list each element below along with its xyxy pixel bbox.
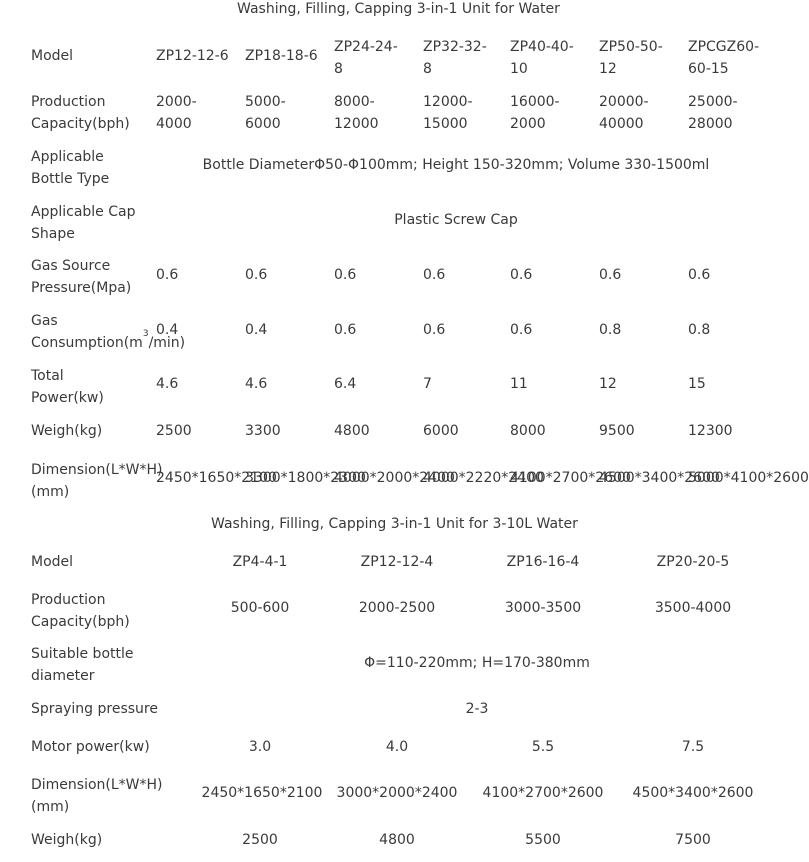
model-cell: ZP4-4-1 (232, 554, 288, 570)
model-cell: ZP24-24- 8 (334, 39, 398, 77)
row-label-model: Model (31, 554, 74, 570)
gas-pressure-cell: 0.6 (334, 267, 357, 283)
capacity-cell: 5000- 6000 (245, 94, 286, 132)
weight-cell: 6000 (423, 423, 459, 439)
weight-cell: 8000 (510, 423, 546, 439)
weight-cell: 4800 (379, 832, 415, 848)
gas-consumption-cell: 0.8 (688, 322, 711, 338)
dimension-cell: 4100*2700*2600 (482, 785, 604, 801)
power-cell: 12 (599, 376, 617, 392)
model-cell: ZP50-50- 12 (599, 39, 663, 77)
row-label-capacity: Production Capacity(bph) (31, 592, 130, 630)
gas-pressure-cell: 0.6 (599, 267, 622, 283)
row-label-cap-shape: Applicable Cap Shape (31, 204, 136, 242)
dimension-row-clip (0, 460, 809, 500)
dimension-cell: 4500*3400*2600 (632, 785, 754, 801)
gas-consumption-cell: 0.4 (245, 322, 268, 338)
gas-pressure-cell: 0.6 (688, 267, 711, 283)
power-cell: 7 (423, 376, 432, 392)
model-cell: ZP40-40- 10 (510, 39, 574, 77)
capacity-cell: 2000-2500 (358, 600, 436, 616)
table-title: Washing, Filling, Capping 3-in-1 Unit for Water (237, 1, 560, 17)
weight-cell: 2500 (242, 832, 278, 848)
dimension-cell: 5000*4100*2600 (688, 470, 809, 486)
gas-consumption-cell: 0.4 (156, 322, 179, 338)
dimension-cell: 3300*1800*2300 (245, 470, 366, 486)
power-cell: 4.6 (156, 376, 179, 392)
model-cell: ZP18-18-6 (245, 48, 318, 64)
capacity-cell: 3000-3500 (504, 600, 582, 616)
weight-cell: 5500 (525, 832, 561, 848)
row-label-bottle-diameter: Suitable bottle diameter (31, 646, 134, 684)
model-cell: ZP32-32- 8 (423, 39, 487, 77)
gas-pressure-cell: 0.6 (423, 267, 446, 283)
model-cell: ZPCGZ60- 60-15 (688, 39, 760, 77)
dimension-cell: 4500*3400*2600 (599, 470, 720, 486)
row-label-spraying-pressure: Spraying pressure (31, 701, 158, 717)
capacity-cell: 25000- 28000 (688, 94, 738, 132)
spraying-pressure-value: 2-3 (465, 701, 489, 717)
row-label-weight: Weigh(kg) (31, 832, 103, 848)
row-label-weight: Weigh(kg) (31, 423, 103, 439)
dimension-cell: 2450*1650*2100 (156, 470, 277, 486)
motor-power-cell: 5.5 (531, 739, 555, 755)
row-label-total-power: Total Power(kw) (31, 368, 104, 406)
power-cell: 4.6 (245, 376, 268, 392)
capacity-cell: 2000- 4000 (156, 94, 197, 132)
motor-power-cell: 7.5 (681, 739, 705, 755)
capacity-cell: 16000- 2000 (510, 94, 560, 132)
gas-consumption-cell: 0.6 (334, 322, 357, 338)
weight-cell: 9500 (599, 423, 635, 439)
row-label-bottle-type: Applicable Bottle Type (31, 149, 110, 187)
power-cell: 15 (688, 376, 706, 392)
bottle-diameter-value: Φ=110-220mm; H=170-380mm (364, 655, 590, 671)
row-label-model: Model (31, 48, 74, 64)
motor-power-cell: 3.0 (248, 739, 272, 755)
dimension-cell: 2450*1650*2100 (201, 785, 323, 801)
row-label-dimension: Dimension(L*W*H) (mm) (31, 462, 163, 500)
row-label-gas-consumption: Gas $Consumption(m^3/\min)$ (31, 313, 186, 351)
model-cell: ZP12-12-4 (360, 554, 434, 570)
row-label-capacity: Production Capacity(bph) (31, 94, 130, 132)
weight-cell: 7500 (675, 832, 711, 848)
bottle-type-value: Bottle DiameterΦ50-Φ100mm; Height 150-320mm; Volume 330-1500ml (202, 157, 710, 173)
dimension-cell: 3000*2000*2400 (336, 785, 458, 801)
model-cell: ZP12-12-6 (156, 48, 229, 64)
capacity-cell: 500-600 (230, 600, 290, 616)
gas-pressure-cell: 0.6 (245, 267, 268, 283)
gas-consumption-cell: 0.6 (510, 322, 533, 338)
gas-pressure-cell: 0.6 (510, 267, 533, 283)
gas-pressure-cell: 0.6 (156, 267, 179, 283)
power-cell: 6.4 (334, 376, 357, 392)
row-label-motor-power: Motor power(kw) (31, 739, 150, 755)
capacity-cell: 12000- 15000 (423, 94, 473, 132)
weight-cell: 12300 (688, 423, 733, 439)
model-cell: ZP16-16-4 (506, 554, 580, 570)
capacity-cell: 20000- 40000 (599, 94, 649, 132)
dimension-cell: 4100*2700*2600 (510, 470, 631, 486)
table-title: Washing, Filling, Capping 3-in-1 Unit for 3-10L Water (211, 516, 578, 532)
weight-cell: 3300 (245, 423, 281, 439)
dimension-cell: 4000*2220*2400 (423, 470, 544, 486)
gas-consumption-cell: 0.8 (599, 322, 622, 338)
dimension-cell: 4000*2000*2400 (334, 470, 455, 486)
motor-power-cell: 4.0 (385, 739, 409, 755)
capacity-cell: 8000- 12000 (334, 94, 379, 132)
row-label-gas-pressure: Gas Source Pressure(Mpa) (31, 258, 132, 296)
weight-cell: 2500 (156, 423, 192, 439)
model-cell: ZP20-20-5 (656, 554, 730, 570)
cap-shape-value: Plastic Screw Cap (394, 212, 518, 228)
power-cell: 11 (510, 376, 528, 392)
weight-cell: 4800 (334, 423, 370, 439)
capacity-cell: 3500-4000 (654, 600, 732, 616)
gas-consumption-cell: 0.6 (423, 322, 446, 338)
row-label-dimension: Dimension(L*W*H) (mm) (31, 777, 163, 815)
